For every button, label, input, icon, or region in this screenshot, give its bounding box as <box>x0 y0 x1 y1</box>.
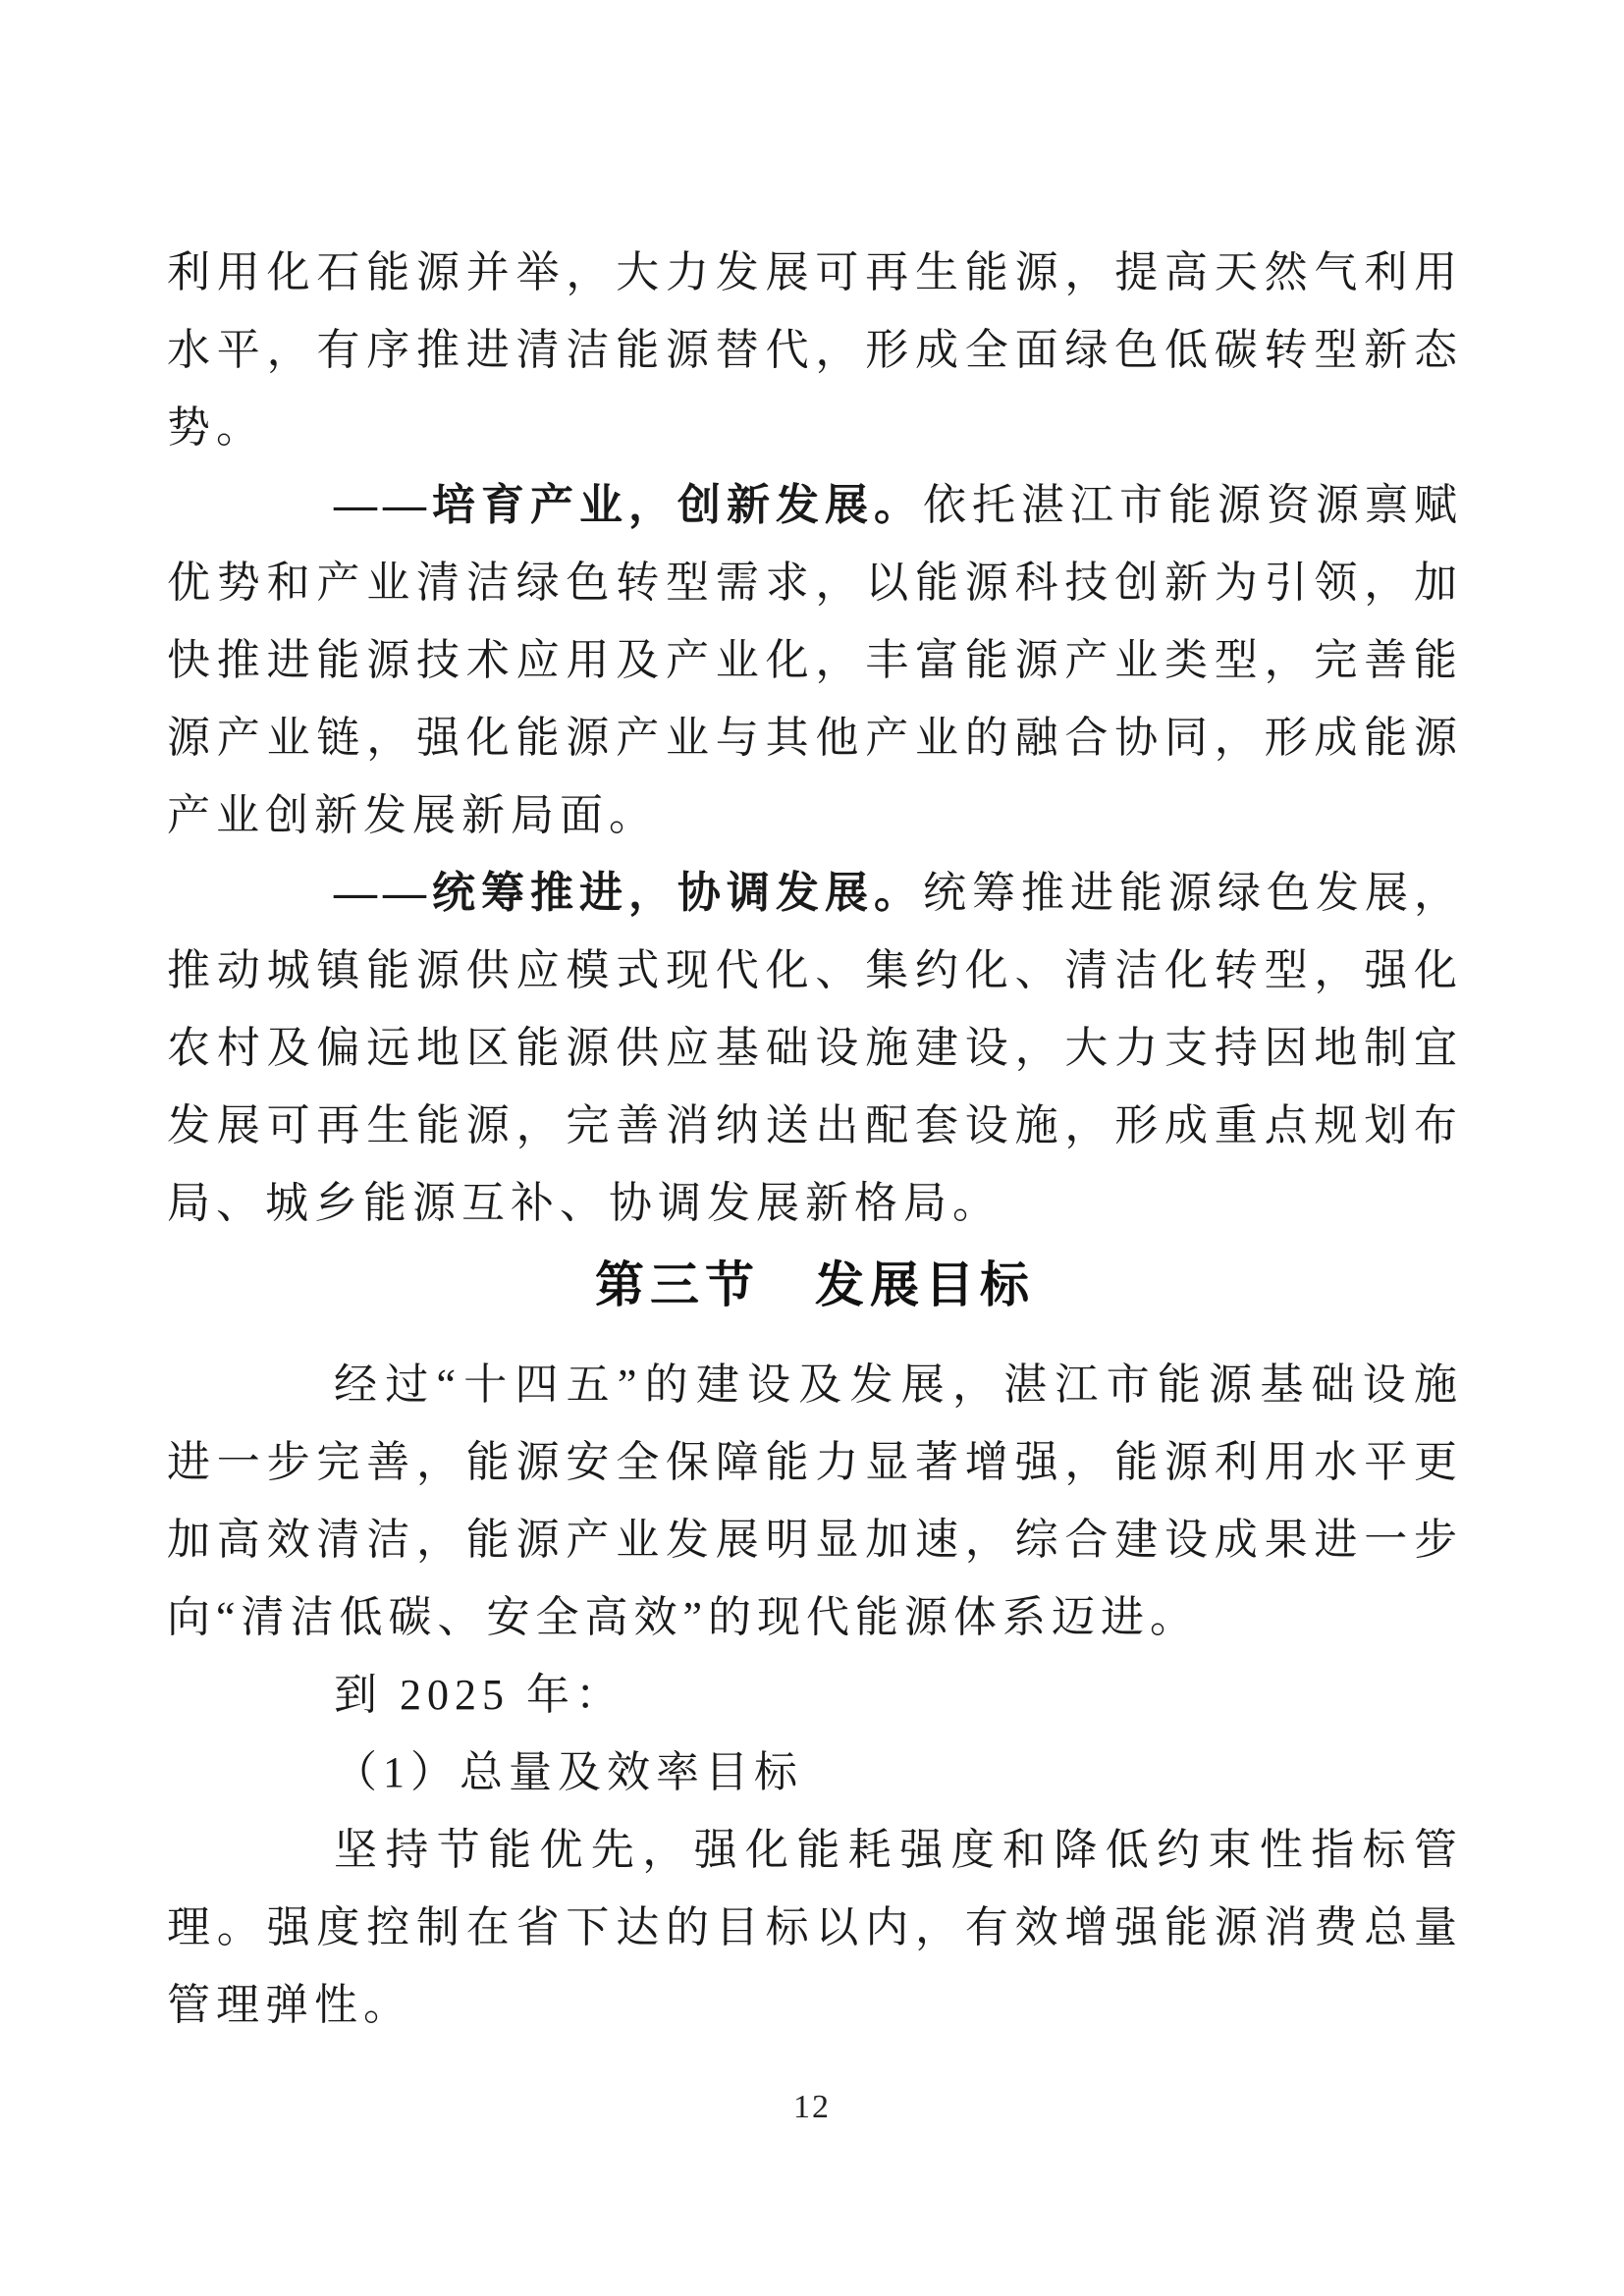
paragraph-text: 统筹推进能源绿色发展，推动城镇能源供应模式现代化、集约化、清洁化转型，强化农村及偏远地区能源供应基础设施建设，大力支持因地制宜发展可再生能源，完善消纳送出配套设施，形成重点规划布局、城乡能源互补、协调发展新格局。 <box>167 869 1463 1227</box>
paragraph-goal-item-1 <box>167 1734 1463 1811</box>
paragraph-continuation <box>167 234 1463 466</box>
paragraph-text: （1）总量及效率目标 <box>334 1748 803 1796</box>
page-footer <box>0 2089 1624 2126</box>
paragraph-text: 坚持节能优先，强化能耗强度和降低约束性指标管理。强度控制在省下达的目标以内，有效增强能源消费总量管理弹性。 <box>167 1826 1463 2029</box>
paragraph-coordinated-development <box>167 854 1463 1242</box>
paragraph-text: 利用化石能源并举，大力发展可再生能源，提高天然气利用水平，有序推进清洁能源替代，形成全面绿色低碳转型新态势。 <box>167 248 1463 452</box>
paragraph-bold-lead: ——培育产业，创新发展。 <box>334 481 923 529</box>
page-number: 12 <box>793 2089 831 2125</box>
paragraph-by-2025 <box>167 1656 1463 1734</box>
paragraph-text: 到 2025 年： <box>334 1671 624 1719</box>
paragraph-cultivate-industry <box>167 466 1463 854</box>
paragraph-energy-intensity <box>167 1811 1463 2044</box>
paragraph-text: 依托湛江市能源资源禀赋优势和产业清洁绿色转型需求，以能源科技创新为引领，加快推进能源技术应用及产业化，丰富能源产业类型，完善能源产业链，强化能源产业与其他产业的融合协同，形成能源产业创新发展新局面。 <box>167 481 1463 839</box>
section-heading: 第三节 发展目标 <box>595 1257 1035 1312</box>
paragraph-development-goals-intro <box>167 1346 1463 1656</box>
paragraph-text: 经过“十四五”的建设及发展，湛江市能源基础设施进一步完善，能源安全保障能力显著增强，能源利用水平更加高效清洁，能源产业发展明显加速，综合建设成果进一步向“清洁低碳、安全高效”的现代能源体系迈进。 <box>167 1361 1463 1641</box>
paragraph-bold-lead: ——统筹推进，协调发展。 <box>334 869 923 917</box>
